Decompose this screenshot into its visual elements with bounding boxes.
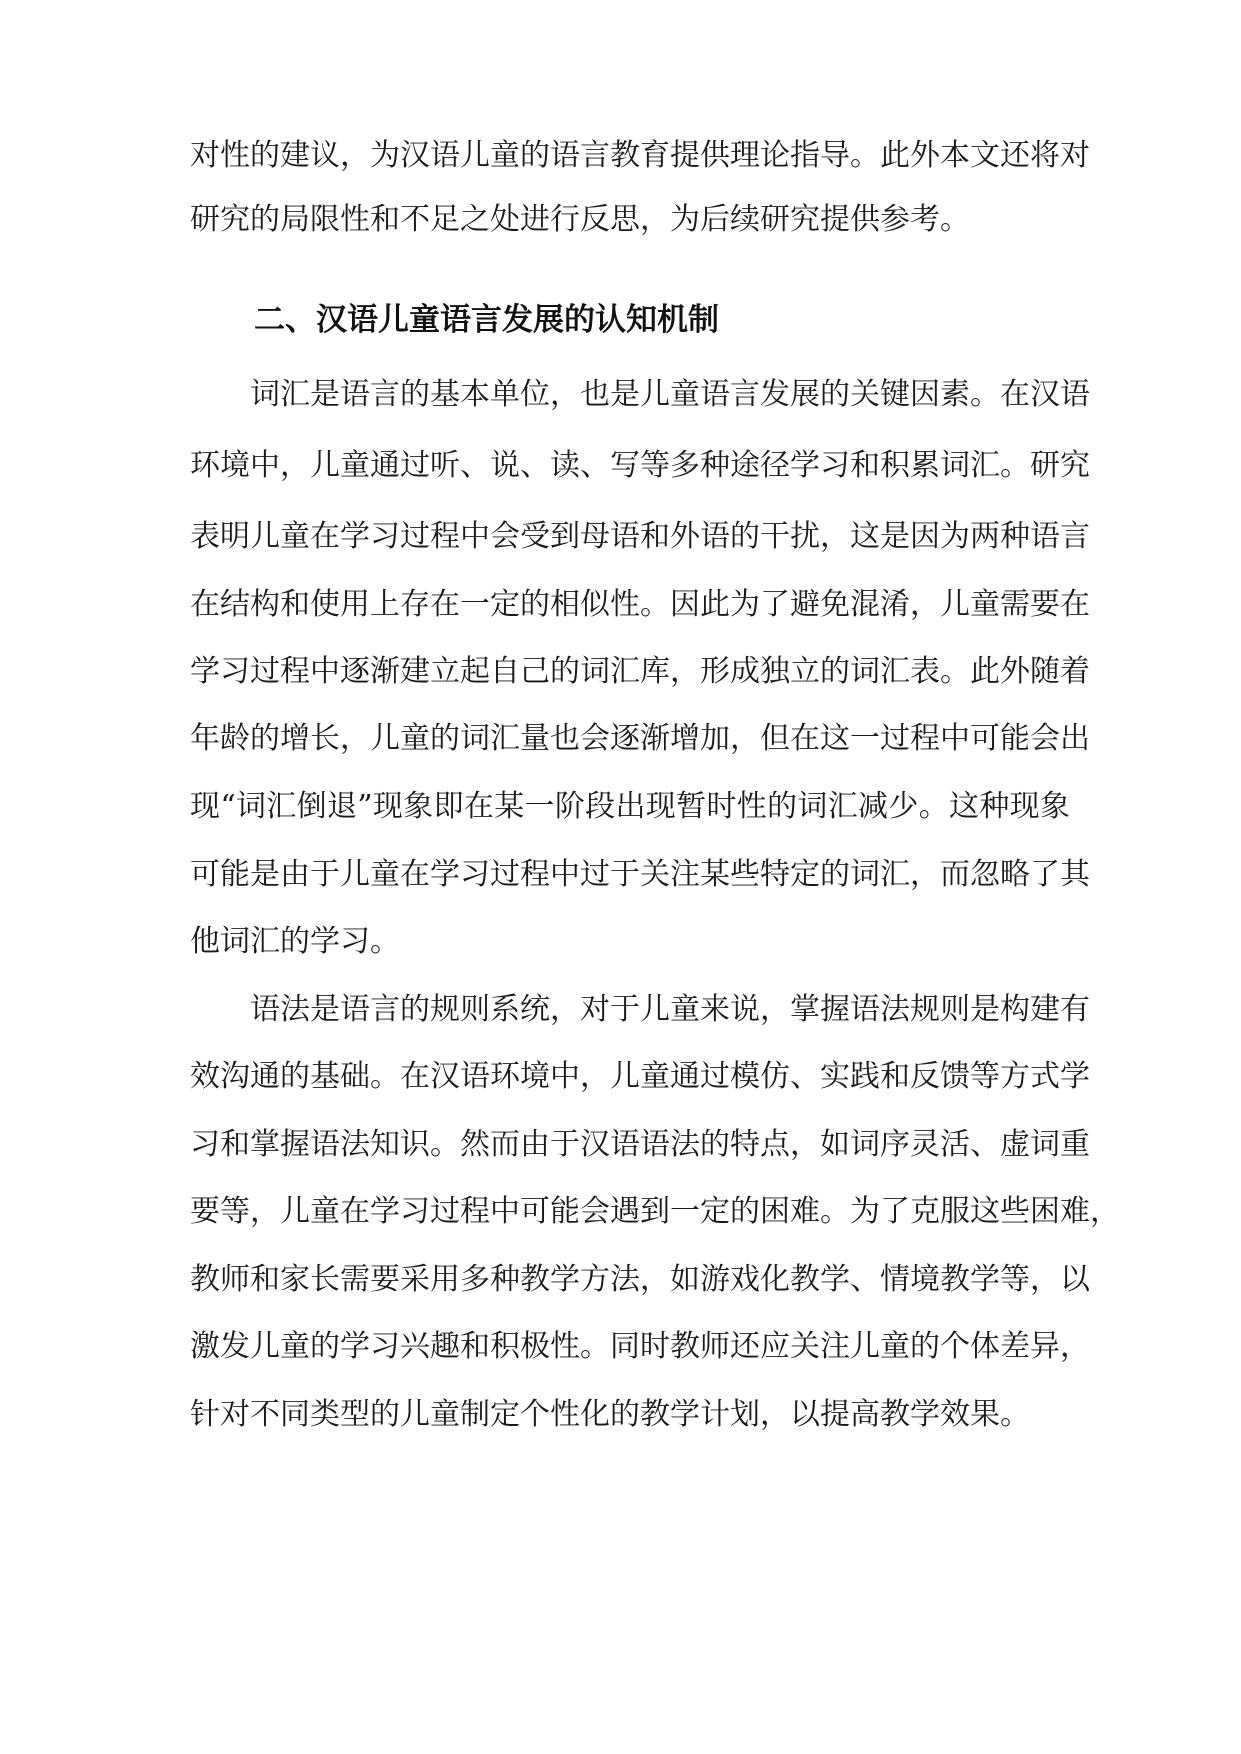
- paragraph1-line-2: 环境中，儿童通过听、说、读、写等多种途径学习和积累词汇。研究: [190, 448, 1090, 483]
- paragraph1-line-9: 他词汇的学习。: [190, 924, 400, 959]
- paragraph2-line-3: 习和掌握语法知识。然而由于汉语语法的特点，如词序灵活、虚词重: [190, 1127, 1090, 1162]
- paragraph1-line-4: 在结构和使用上存在一定的相似性。因此为了避免混淆，儿童需要在: [190, 587, 1090, 622]
- paragraph1-line-7: 现“词汇倒退”现象即在某一阶段出现暂时性的词汇减少。这种现象: [190, 789, 1070, 824]
- paragraph2-line-1: 语法是语言的规则系统，对于儿童来说，掌握语法规则是构建有: [250, 992, 1090, 1027]
- paragraph2-line-4: 要等，儿童在学习过程中可能会遇到一定的困难。为了克服这些困难，: [190, 1194, 1120, 1229]
- intro-line-1: 对性的建议，为汉语儿童的语言教育提供理论指导。此外本文还将对: [190, 138, 1090, 173]
- paragraph2-line-5: 教师和家长需要采用多种教学方法，如游戏化教学、情境教学等，以: [190, 1262, 1090, 1297]
- intro-line-2: 研究的局限性和不足之处进行反思，为后续研究提供参考。: [190, 202, 970, 237]
- paragraph1-line-3: 表明儿童在学习过程中会受到母语和外语的干扰，这是因为两种语言: [190, 519, 1090, 554]
- paragraph1-line-1: 词汇是语言的基本单位，也是儿童语言发展的关键因素。在汉语: [250, 377, 1090, 412]
- paragraph2-line-2: 效沟通的基础。在汉语环境中，儿童通过模仿、实践和反馈等方式学: [190, 1059, 1090, 1094]
- paragraph1-line-5: 学习过程中逐渐建立起自己的词汇库，形成独立的词汇表。此外随着: [190, 654, 1090, 689]
- paragraph1-line-6: 年龄的增长，儿童的词汇量也会逐渐增加，但在这一过程中可能会出: [190, 721, 1090, 756]
- section-heading: 二、汉语儿童语言发展的认知机制: [254, 302, 719, 338]
- paragraph1-line-8: 可能是由于儿童在学习过程中过于关注某些特定的词汇，而忽略了其: [190, 857, 1090, 892]
- paragraph2-line-6: 激发儿童的学习兴趣和积极性。同时教师还应关注儿童的个体差异，: [190, 1329, 1090, 1364]
- paragraph2-line-7: 针对不同类型的儿童制定个性化的教学计划，以提高教学效果。: [190, 1397, 1030, 1432]
